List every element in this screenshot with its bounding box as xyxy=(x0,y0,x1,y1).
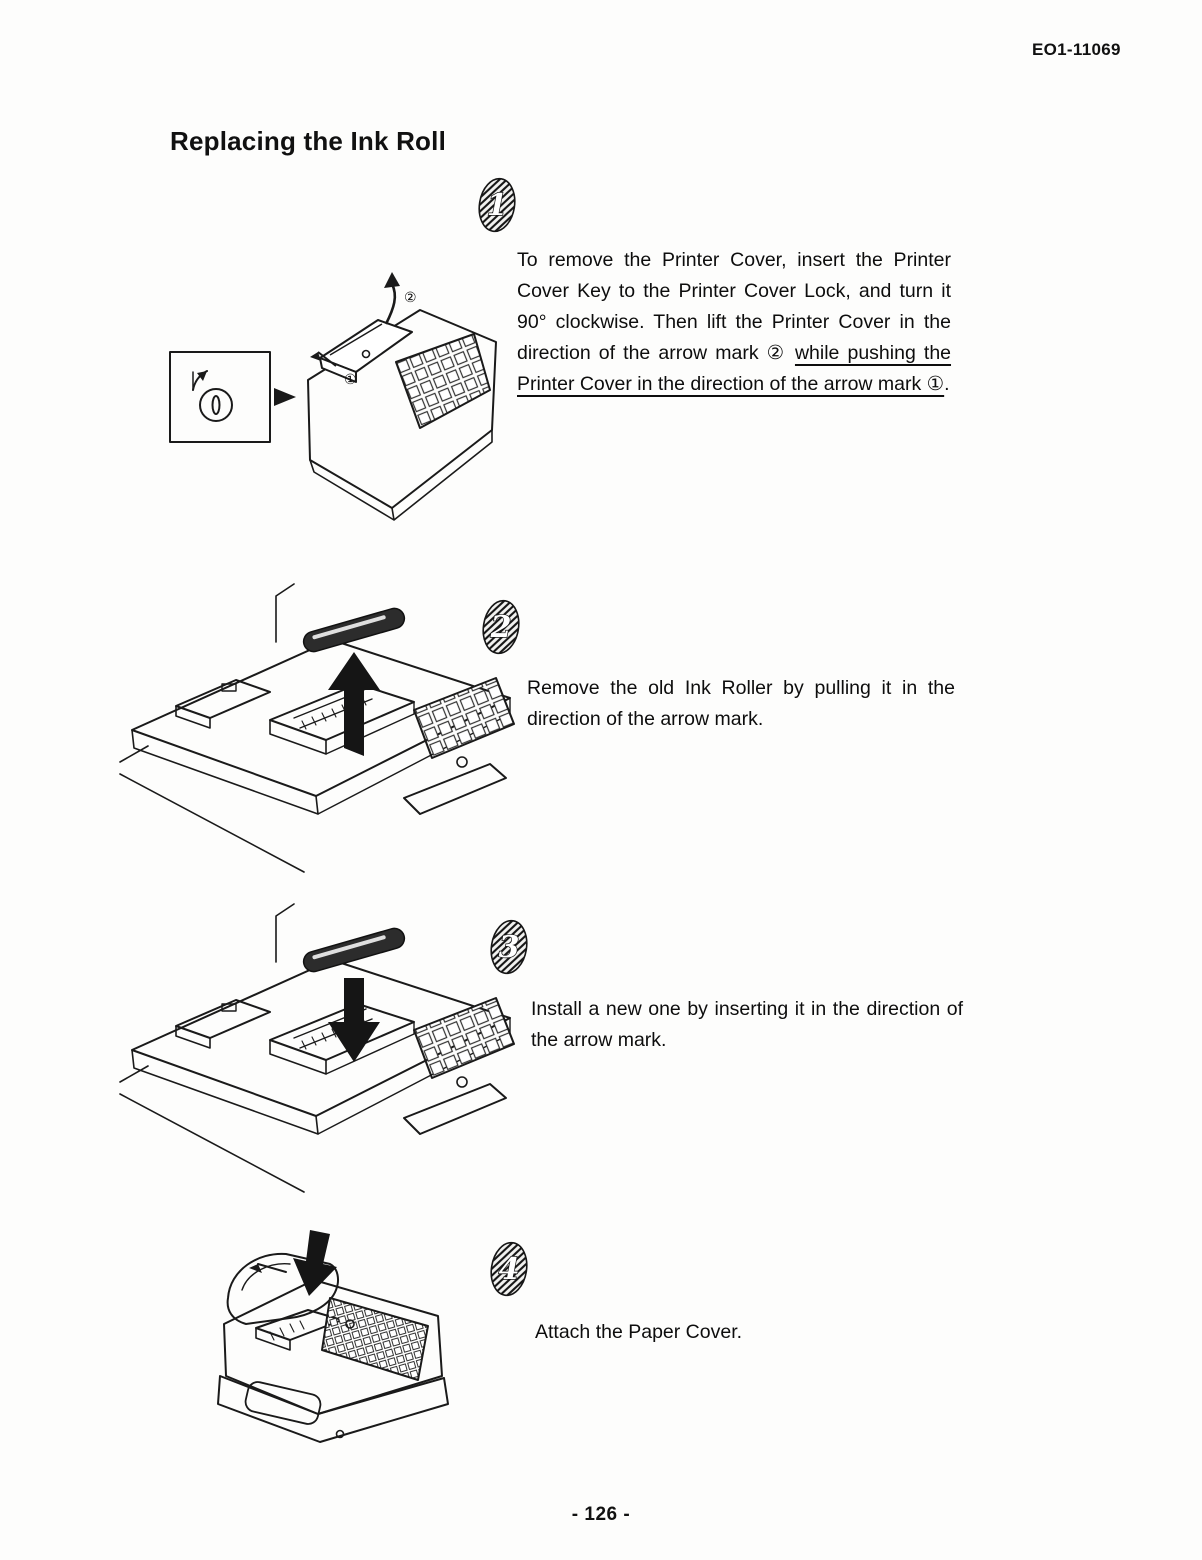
arrow-1-label: ① xyxy=(344,371,357,387)
display-panel xyxy=(404,1084,506,1134)
step-2-number: 2 xyxy=(490,610,512,645)
printer-area-drawing xyxy=(120,584,514,872)
display-panel xyxy=(404,764,506,814)
cash-register-drawing xyxy=(218,1254,448,1442)
table-edge-line xyxy=(120,1094,304,1192)
printer-area-drawing xyxy=(120,904,514,1192)
step-3-text: Install a new one by inserting it in the direction of the arrow mark. xyxy=(531,998,963,1051)
step-1-text xyxy=(517,245,951,400)
rotate-arrowhead xyxy=(197,371,207,381)
left-module xyxy=(176,680,270,718)
cash-register-drawing xyxy=(308,284,496,520)
paper-guide-arm xyxy=(276,584,294,642)
key-slot xyxy=(213,396,220,414)
printer-mechanism xyxy=(270,684,414,740)
printer-cover-lock xyxy=(200,389,232,421)
key-inset xyxy=(170,352,270,442)
step-3-number: 3 xyxy=(498,930,520,965)
illustration-attach-paper-cover xyxy=(190,1228,490,1463)
lift-arrow xyxy=(386,284,395,324)
step-1-text-period: . xyxy=(944,373,950,395)
lift-arrowhead xyxy=(384,272,400,288)
illustration-printer-cover-removal xyxy=(158,262,498,542)
step-1-text-normal: To remove the Printer Cover, insert the Printer Cover Key to the Printer Cover Lock, and turn it 90° clockwise. Then lift the Printer Cover in the direction of the arrow mark ② xyxy=(517,249,951,364)
step-1-number: 1 xyxy=(486,188,508,223)
keyboard-grid xyxy=(414,678,514,758)
illustration-install-ink-roller xyxy=(118,898,518,1198)
step-1-badge xyxy=(476,176,518,234)
insert-key-arrow xyxy=(274,388,296,406)
step-4-badge xyxy=(488,1240,530,1298)
keyboard-grid xyxy=(322,1298,428,1380)
step-2-text: Remove the old Ink Roller by pulling it in the direction of the arrow mark. xyxy=(527,677,955,730)
mode-lock xyxy=(457,757,467,767)
arrow-2-label: ② xyxy=(404,289,417,305)
step-4-text: Attach the Paper Cover. xyxy=(535,1321,743,1343)
pull-up-arrow xyxy=(328,652,380,756)
document-code: EO1-11069 xyxy=(1032,40,1121,59)
mode-lock xyxy=(457,1077,467,1087)
insert-down-arrow xyxy=(328,978,380,1062)
keyboard-grid xyxy=(414,998,514,1078)
step-4-number: 4 xyxy=(498,1252,520,1287)
page-title: Replacing the Ink Roll xyxy=(170,126,446,156)
key-inset-box xyxy=(170,352,270,442)
keyboard-grid xyxy=(396,334,490,428)
table-edge-line xyxy=(120,774,304,872)
illustration-remove-ink-roller xyxy=(118,578,518,878)
page-number: - 126 - xyxy=(571,1504,631,1525)
drawer-front-plate xyxy=(244,1380,323,1426)
paper-guide-arm xyxy=(276,904,294,962)
step-1-text-underlined: while pushing the Printer Cover in the direction of the arrow mark ① xyxy=(517,342,952,395)
left-module xyxy=(176,1000,270,1038)
